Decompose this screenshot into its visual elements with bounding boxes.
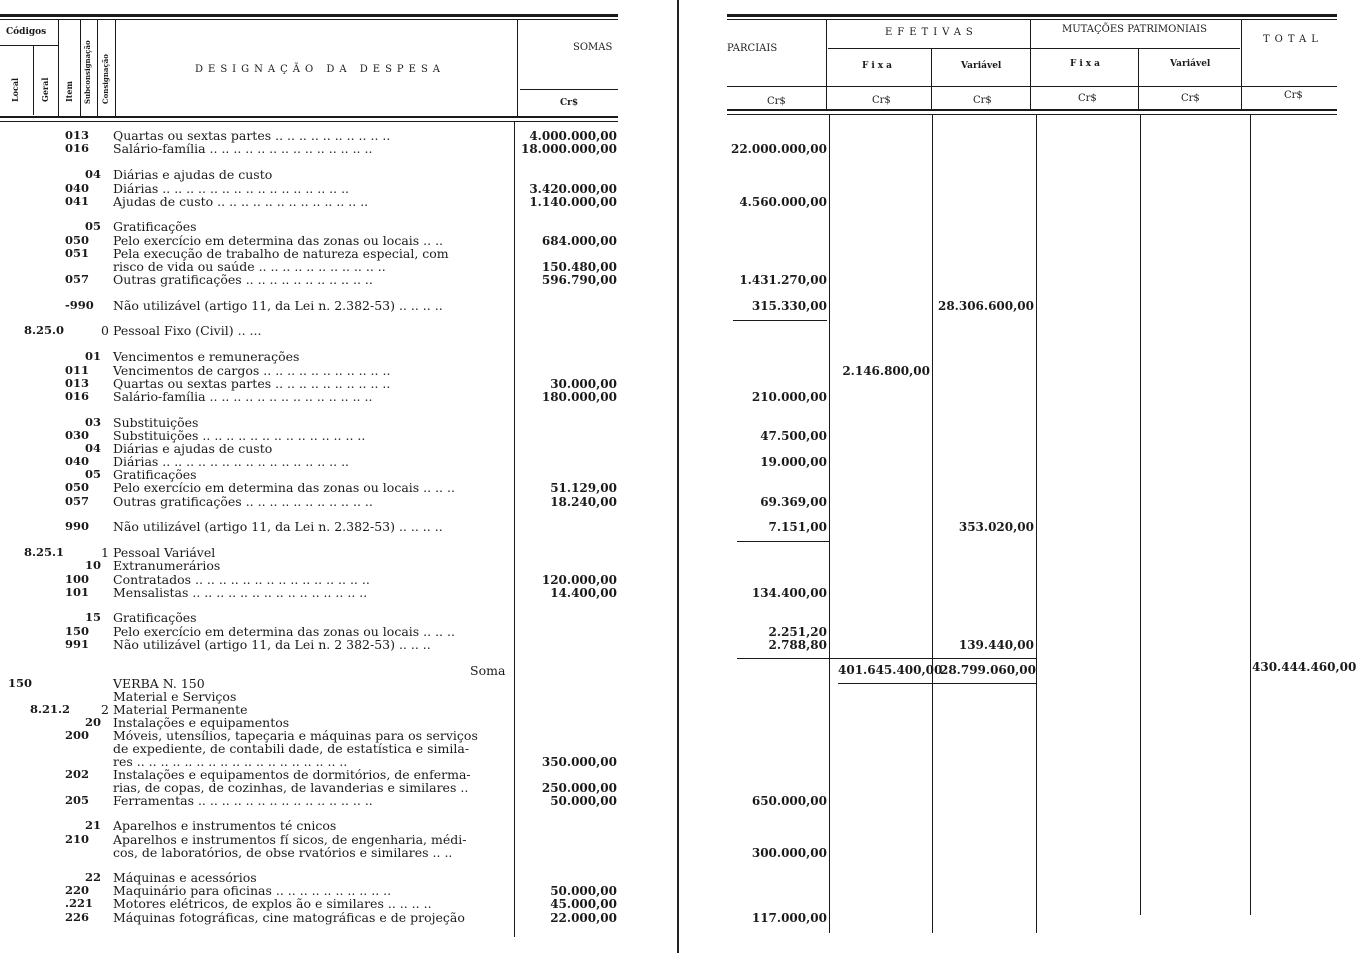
row-description: Substituições <box>113 415 199 430</box>
row-description: Substituições .. .. .. .. .. .. .. .. .. .. .. .. .. .. <box>113 428 366 443</box>
row-description: Salário-família .. .. .. .. .. .. .. .. .. .. .. .. .. .. <box>113 389 373 404</box>
row-description: Máquinas e acessórios <box>113 870 257 885</box>
row-soma-value: 350.000,00 <box>541 755 617 769</box>
variavel-header: Variável <box>961 61 1002 71</box>
row-parcial-value: 7.151,00 <box>768 520 827 534</box>
r-header-bottom-rule <box>727 109 1337 111</box>
row-fixa-value: 2.146.800,00 <box>842 364 930 378</box>
row-sub-code: 2 <box>101 702 109 717</box>
soma-rule-top <box>737 658 1037 659</box>
row-parcial-value: 69.369,00 <box>760 495 827 509</box>
row-code: 050 <box>65 480 90 494</box>
row-soma-value: 51.129,00 <box>550 481 617 495</box>
soma-rule-bottom <box>838 683 1036 684</box>
row-description: Aparelhos e instrumentos té cnicos <box>113 818 337 833</box>
row-soma-value: 18.240,00 <box>550 495 617 509</box>
header-top-rule-thin <box>0 19 618 20</box>
somas-header: SOMAS <box>573 42 613 53</box>
currency-variavel: Cr$ <box>973 95 992 106</box>
row-soma-value: 45.000,00 <box>550 897 617 911</box>
row-code: 200 <box>65 728 90 742</box>
row-parcial-value: 19.000,00 <box>760 455 827 469</box>
col-divider <box>97 20 98 116</box>
row-code: 011 <box>65 363 90 377</box>
r-sub-rule <box>727 86 1337 87</box>
row-description: Extranumerários <box>113 558 221 573</box>
row-description: res .. .. .. .. .. .. .. .. .. .. .. .. .. .. .. .. .. .. <box>113 754 348 769</box>
row-code: -990 <box>65 298 94 312</box>
row-soma-value: 18.000.000,00 <box>520 142 617 156</box>
row-parcial-value: 117.000,00 <box>751 911 827 925</box>
mut-fixa-header: Fixa <box>1070 59 1104 69</box>
row-soma-value: 250.000,00 <box>541 781 617 795</box>
row-code: 205 <box>65 793 90 807</box>
row-description: Salário-família .. .. .. .. .. .. .. .. .. .. .. .. .. .. <box>113 141 373 156</box>
row-description: Ferramentas .. .. .. .. .. .. .. .. .. .. .. .. .. .. .. <box>113 793 373 808</box>
row-soma-value: 3.420.000,00 <box>529 182 617 196</box>
row-parcial-value: 300.000,00 <box>751 846 827 860</box>
row-code: 04 <box>85 441 102 455</box>
row-code: 220 <box>65 883 90 897</box>
row-description: Diárias .. .. .. .. .. .. .. .. .. .. .. .. .. .. .. .. <box>113 181 350 196</box>
header-top-rule <box>0 14 618 17</box>
row-code: 057 <box>65 494 90 508</box>
col-geral-label: Geral <box>40 77 50 102</box>
col-divider <box>80 20 81 116</box>
r-header-top-rule-thin <box>727 19 1337 20</box>
r-col-divider <box>1241 20 1242 110</box>
row-code: 100 <box>65 572 90 586</box>
row-code: 030 <box>65 428 90 442</box>
row-soma-value: 180.000,00 <box>541 390 617 404</box>
codigos-label: Códigos <box>6 27 47 37</box>
row-soma-value: 50.000,00 <box>550 794 617 808</box>
row-soma-value: 4.000.000,00 <box>529 129 617 143</box>
fixa-header: Fixa <box>862 61 896 71</box>
row-description: Outras gratificações .. .. .. .. .. .. .. .. .. .. .. <box>113 272 373 287</box>
total-header: TOTAL <box>1263 34 1323 45</box>
row-description: Pessoal Fixo (Civil) .. ... <box>113 323 262 338</box>
row-description: Material e Serviços <box>113 689 237 704</box>
row-code: 10 <box>85 558 102 572</box>
row-parcial-value: 4.560.000,00 <box>739 195 827 209</box>
row-parcial-value: 315.330,00 <box>751 299 827 313</box>
row-description: Maquinário para oficinas .. .. .. .. .. .. .. .. .. .. <box>113 883 392 898</box>
col-divider <box>33 45 34 115</box>
r-col-divider <box>1138 48 1139 110</box>
row-code: 22 <box>85 870 102 884</box>
row-code: 8.21.2 <box>30 702 71 716</box>
currency-mut-fixa: Cr$ <box>1078 93 1097 104</box>
row-description: Não utilizável (artigo 11, da Lei n. 2 382-53) .. .. .. <box>113 637 431 652</box>
row-description: Instalações e equipamentos <box>113 715 290 730</box>
row-variavel-value: 139.440,00 <box>958 638 1034 652</box>
designacao-header: DESIGNAÇÃO DA DESPESA <box>195 64 446 75</box>
row-code: 03 <box>85 415 102 429</box>
variavel-column-rule <box>1036 115 1037 933</box>
col-subconsignacao-label: Subconsignação <box>83 40 92 104</box>
row-description: Máquinas fotográficas, cine matográficas e de projeção <box>113 910 465 925</box>
row-code: 040 <box>65 181 90 195</box>
col-divider <box>115 20 116 116</box>
subtotal-rule <box>737 541 829 542</box>
row-description: Gratificações <box>113 219 197 234</box>
row-soma-value: 120.000,00 <box>541 573 617 587</box>
row-code: 21 <box>85 818 102 832</box>
row-description: Contratados .. .. .. .. .. .. .. .. .. .. .. .. .. .. .. <box>113 572 370 587</box>
mutacoes-header: MUTAÇÕES PATRIMONIAIS <box>1062 24 1207 35</box>
col-divider <box>58 20 59 116</box>
row-code: 01 <box>85 349 102 363</box>
r-col-divider <box>826 20 827 110</box>
row-soma-value: 596.790,00 <box>541 273 617 287</box>
row-code: 051 <box>65 246 90 260</box>
somas-rule <box>520 89 618 90</box>
row-code: 210 <box>65 832 90 846</box>
row-parcial-value: 2.788,80 <box>768 638 827 652</box>
row-code: 041 <box>65 194 90 208</box>
row-description: Vencimentos de cargos .. .. .. .. .. .. .. .. .. .. .. <box>113 363 391 378</box>
row-code: 991 <box>65 637 90 651</box>
r-header-top-rule <box>727 14 1337 17</box>
codigos-rule <box>0 45 58 46</box>
row-description: Motores elétricos, de explos ão e similares .. .. .. .. <box>113 896 432 911</box>
mut-variavel-header: Variável <box>1170 59 1211 69</box>
col-divider <box>517 20 518 116</box>
row-code: 016 <box>65 389 90 403</box>
row-soma-value: 1.140.000,00 <box>529 195 617 209</box>
currency-fixa: Cr$ <box>872 95 891 106</box>
row-soma-value: 30.000,00 <box>550 377 617 391</box>
row-code: 20 <box>85 715 102 729</box>
row-parcial-value: 22.000.000,00 <box>730 142 827 156</box>
row-code: 040 <box>65 454 90 468</box>
row-code: 8.25.0 <box>24 323 65 337</box>
r-header-bottom-rule-thin <box>727 114 1337 115</box>
efetivas-header: EFETIVAS <box>885 27 978 38</box>
row-code: 04 <box>85 167 102 181</box>
row-soma-value: 22.000,00 <box>550 911 617 925</box>
row-description: Diárias .. .. .. .. .. .. .. .. .. .. .. .. .. .. .. .. <box>113 454 350 469</box>
row-soma-value: 14.400,00 <box>550 586 617 600</box>
row-description: risco de vida ou saúde .. .. .. .. .. .. .. .. .. .. .. <box>113 259 386 274</box>
row-description: Pelo exercício em determina das zonas ou locais .. .. <box>113 233 444 248</box>
fixa-column-rule <box>932 115 933 933</box>
row-soma-value: 684.000,00 <box>541 234 617 248</box>
row-description: Não utilizável (artigo 11, da Lei n. 2.382-53) .. .. .. .. <box>113 298 443 313</box>
row-description: Mensalistas .. .. .. .. .. .. .. .. .. .. .. .. .. .. .. <box>113 585 368 600</box>
row-description: Aparelhos e instrumentos fí sicos, de engenharia, médi- <box>113 832 467 847</box>
row-code: 016 <box>65 141 90 155</box>
mut-variavel-column-rule <box>1250 115 1251 915</box>
row-parcial-value: 1.431.270,00 <box>739 273 827 287</box>
row-description: rias, de copas, de cozinhas, de lavanderias e similares .. <box>113 780 469 795</box>
row-description: Pela execução de trabalho de natureza especial, com <box>113 246 449 261</box>
row-variavel-value: 28.306.600,00 <box>937 299 1034 313</box>
row-code: 013 <box>65 376 90 390</box>
row-description: Instalações e equipamentos de dormitórios, de enferma- <box>113 767 471 782</box>
row-code: .221 <box>65 896 94 910</box>
row-description: Diárias e ajudas de custo <box>113 441 273 456</box>
r-group-rule <box>828 48 1240 49</box>
somas-column-rule <box>514 122 515 937</box>
row-parcial-value: 650.000,00 <box>751 794 827 808</box>
subtotal-rule <box>733 320 827 321</box>
parciais-header: PARCIAIS <box>727 43 778 54</box>
row-code: 05 <box>85 467 102 481</box>
col-item-label: Item <box>64 81 74 102</box>
header-bottom-rule-thin <box>0 121 618 122</box>
row-code: 8.25.1 <box>24 545 65 559</box>
row-description: Material Permanente <box>113 702 248 717</box>
currency-parciais: Cr$ <box>767 96 786 107</box>
row-description: Não utilizável (artigo 11, da Lei n. 2.382-53) .. .. .. .. <box>113 519 443 534</box>
row-code: 057 <box>65 272 90 286</box>
soma-label: Soma <box>470 663 506 678</box>
row-code: 05 <box>85 219 102 233</box>
row-code: 050 <box>65 233 90 247</box>
row-variavel-value: 353.020,00 <box>958 520 1034 534</box>
currency-mut-variavel: Cr$ <box>1181 93 1200 104</box>
r-col-divider <box>931 48 932 110</box>
row-soma-value: 150.480,00 <box>541 260 617 274</box>
row-description: Gratificações <box>113 467 197 482</box>
row-code: 101 <box>65 585 90 599</box>
row-code: 150 <box>65 624 90 638</box>
page-gutter <box>677 0 679 953</box>
parciais-column-rule <box>829 115 830 933</box>
soma-total-value: 430.444.460,00 <box>1252 660 1357 674</box>
row-code: 150 <box>8 676 33 690</box>
row-description: Pelo exercício em determina das zonas ou locais .. .. .. <box>113 480 455 495</box>
row-sub-code: 1 <box>101 545 109 560</box>
row-description: Quartas ou sextas partes .. .. .. .. .. .. .. .. .. .. <box>113 128 391 143</box>
row-description: Móveis, utensílios, tapeçaria e máquinas para os serviços <box>113 728 478 743</box>
row-parcial-value: 134.400,00 <box>751 586 827 600</box>
header-bottom-rule <box>0 116 618 118</box>
row-description: Pelo exercício em determina das zonas ou locais .. .. .. <box>113 624 455 639</box>
row-description: Quartas ou sextas partes .. .. .. .. .. .. .. .. .. .. <box>113 376 391 391</box>
row-parcial-value: 2.251,20 <box>768 625 827 639</box>
currency-total: Cr$ <box>1284 90 1303 101</box>
row-description: de expediente, de contabili dade, de estatística e simila- <box>113 741 470 756</box>
row-parcial-value: 47.500,00 <box>760 429 827 443</box>
row-description: cos, de laboratórios, de obse rvatórios e similares .. .. <box>113 845 453 860</box>
row-parcial-value: 210.000,00 <box>751 390 827 404</box>
soma-variavel-value: 28.799.060,00 <box>939 663 1036 677</box>
row-description: Vencimentos e remunerações <box>113 349 300 364</box>
row-description: Gratificações <box>113 610 197 625</box>
row-description: Outras gratificações .. .. .. .. .. .. .. .. .. .. .. <box>113 494 373 509</box>
row-code: 202 <box>65 767 90 781</box>
row-code: 990 <box>65 519 90 533</box>
col-local-label: Local <box>10 77 20 102</box>
col-consignacao-label: Consignação <box>101 54 110 104</box>
r-col-divider <box>1030 20 1031 110</box>
row-description: VERBA N. 150 <box>113 676 205 691</box>
mut-fixa-column-rule <box>1140 115 1141 915</box>
row-description: Ajudas de custo .. .. .. .. .. .. .. .. .. .. .. .. .. <box>113 194 369 209</box>
row-description: Diárias e ajudas de custo <box>113 167 273 182</box>
soma-fixa-value: 401.645.400,00 <box>838 663 943 677</box>
currency-header: Cr$ <box>560 98 579 108</box>
row-code: 013 <box>65 128 90 142</box>
row-code: 226 <box>65 910 90 924</box>
row-description: Pessoal Variável <box>113 545 216 560</box>
row-code: 15 <box>85 610 102 624</box>
row-sub-code: 0 <box>101 323 109 338</box>
row-soma-value: 50.000,00 <box>550 884 617 898</box>
